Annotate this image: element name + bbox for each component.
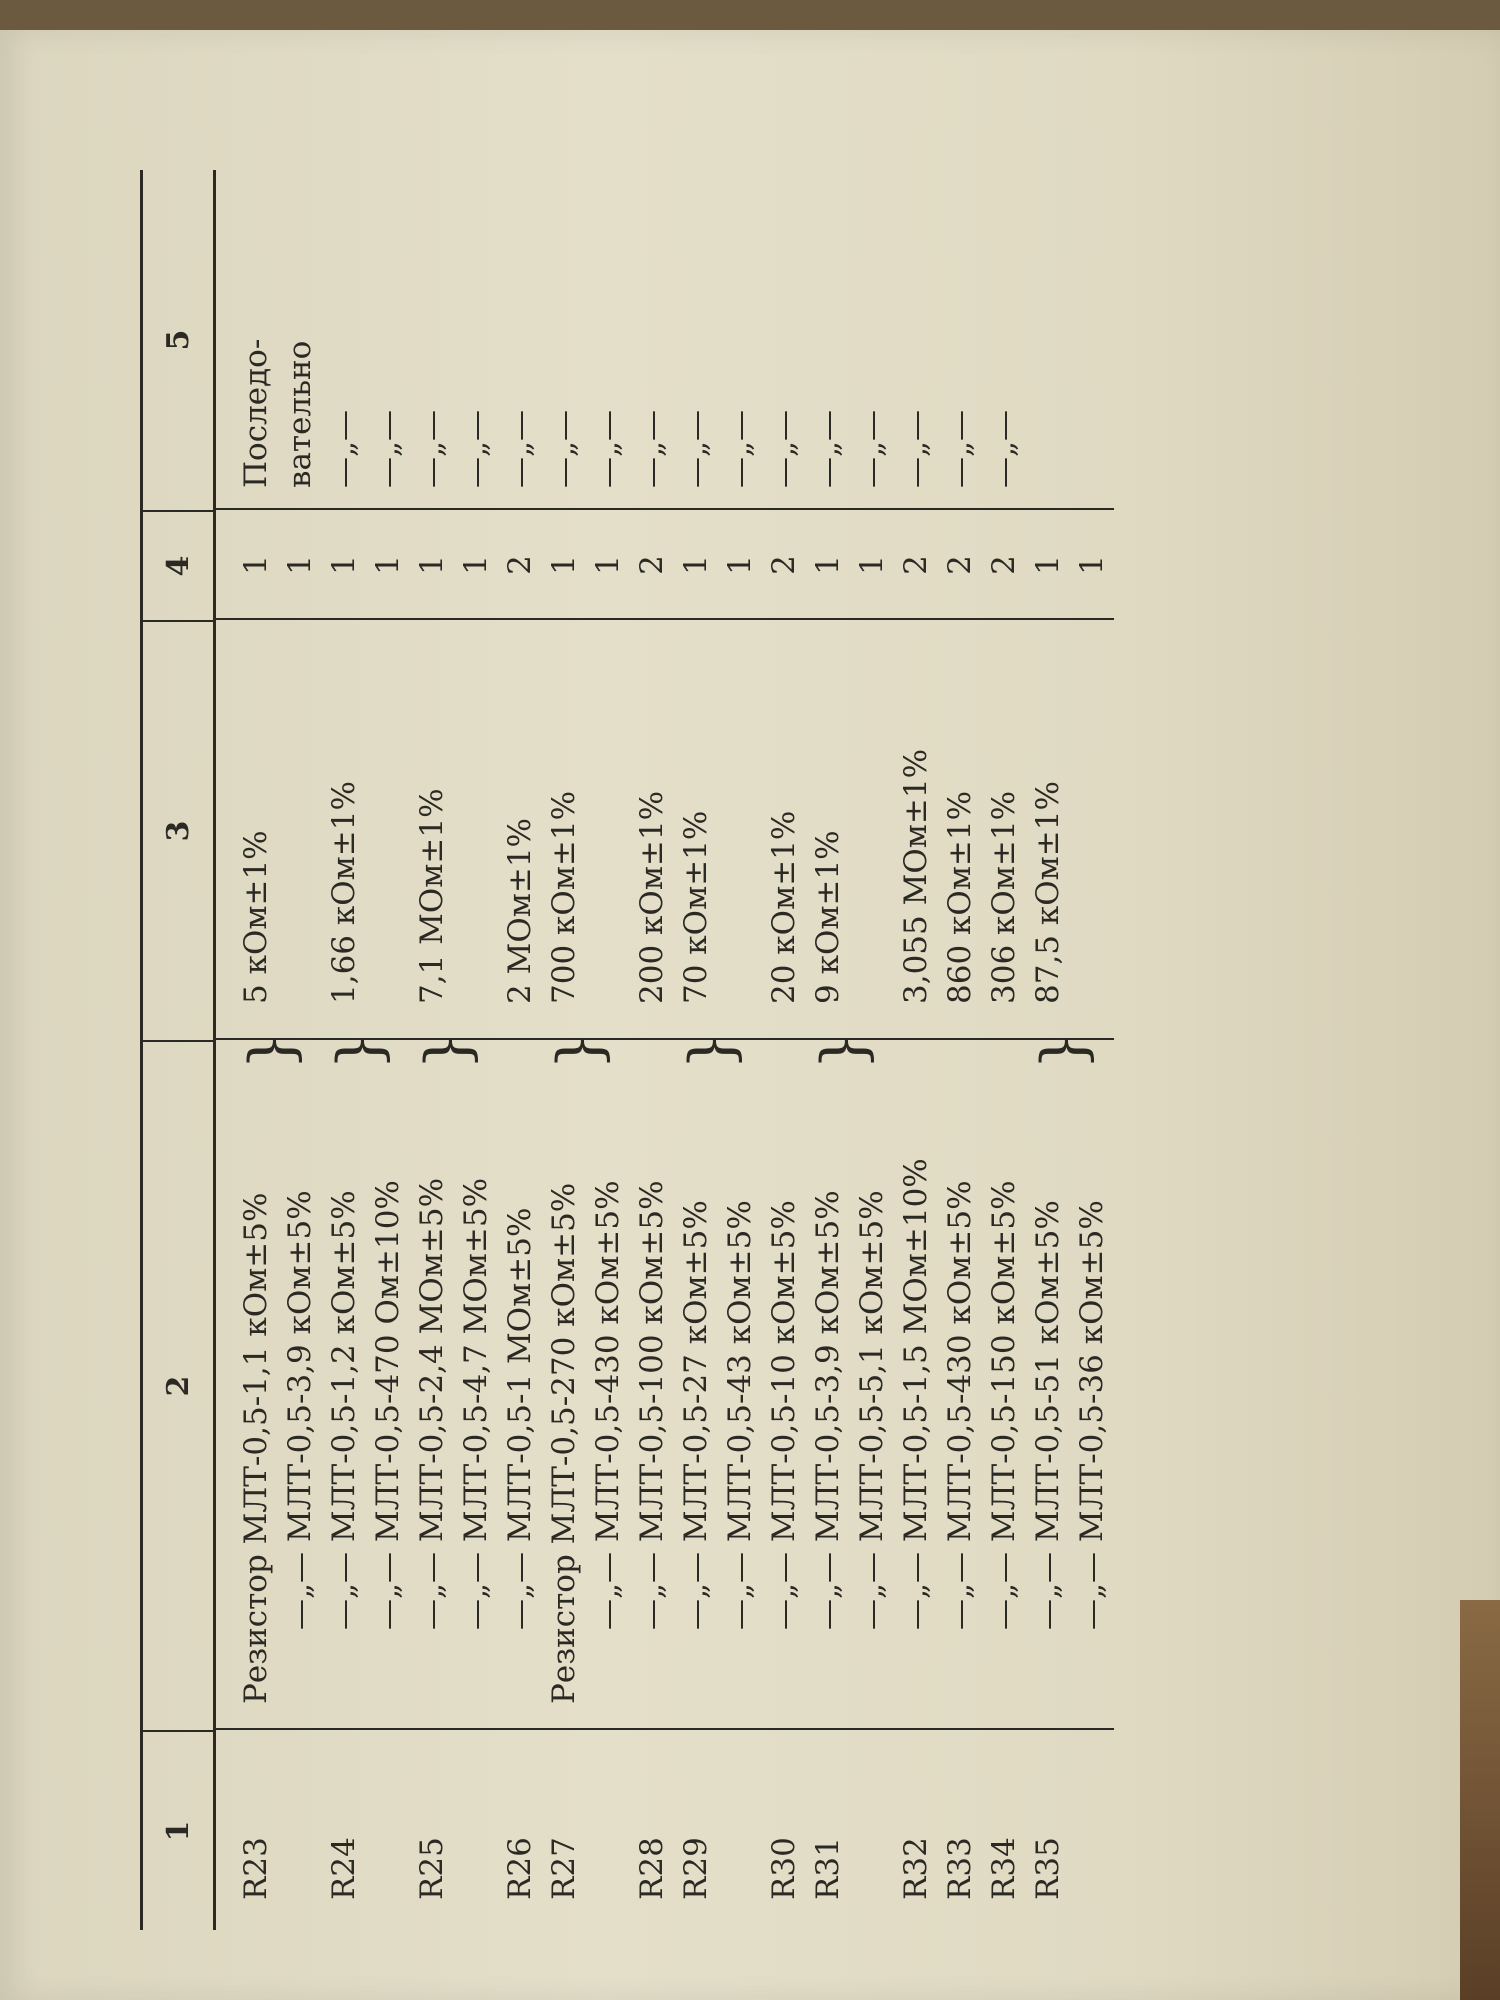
row-ref: R34 [986,1837,1022,1900]
row-qty: 2 [502,555,538,575]
table-row [894,170,938,1930]
row-ref: R23 [238,1837,274,1900]
row-note: —„— [986,409,1022,488]
row-nominal [278,620,322,1040]
row-ref: R35 [1030,1837,1066,1900]
row-qty: 2 [766,555,802,575]
table-row [762,170,806,1930]
row-name: —„— МЛТ-0,5-100 кОм±5% [634,1180,670,1630]
row-ref: R30 [766,1837,802,1900]
row-ref [1070,1730,1114,1930]
row-name: —„— МЛТ-0,5-1,2 кОм±5% [326,1190,362,1630]
row-nominal: 9 кОм±1% [810,830,846,1004]
row-note: —„— [414,409,450,488]
row-nominal [1070,620,1114,1040]
row-note: Последо- [238,338,274,488]
row-qty: 1 [678,555,714,575]
row-qty: 1 [1074,555,1110,575]
row-qty: 1 [414,555,450,575]
book-page [0,30,1500,2000]
row-note [1070,170,1114,510]
table-row [630,170,674,1930]
row-name: —„— МЛТ-0,5-3,9 кОм±5% [810,1190,846,1630]
row-name: —„— МЛТ-0,5-36 кОм±5% [1074,1200,1110,1630]
row-note [1026,170,1070,510]
row-nominal: 1,66 кОм±1% [326,781,362,1004]
row-nominal: 306 кОм±1% [986,790,1022,1004]
row-note: —„— [326,409,362,488]
table-header [140,170,216,1930]
row-name: —„— МЛТ-0,5-10 кОм±5% [766,1200,802,1630]
row-name: —„— МЛТ-0,5-43 кОм±5% [722,1200,758,1630]
row-nominal: 2 МОм±1% [502,818,538,1004]
row-note: —„— [590,409,626,488]
row-nominal: 70 кОм±1% [678,810,714,1004]
brace-icon: } [545,1031,615,1070]
row-qty: 1 [590,555,626,575]
row-note: —„— [898,409,934,488]
table-row [938,170,982,1930]
row-ref: R32 [898,1837,934,1900]
row-name: —„— МЛТ-0,5-470 Ом±10% [370,1180,406,1630]
row-qty: 2 [986,555,1022,575]
row-note: —„— [458,409,494,488]
table-row [498,170,542,1930]
row-ref: R31 [810,1837,846,1900]
row-nominal: 700 кОм±1% [546,790,582,1004]
row-name: —„— МЛТ-0,5-27 кОм±5% [678,1200,714,1630]
row-qty: 1 [722,555,758,575]
row-ref: R28 [634,1837,670,1900]
table-row [982,170,1026,1930]
brace-icon: } [413,1031,483,1070]
brace-icon: } [1029,1031,1099,1070]
row-note: вательно [282,340,318,488]
row-nominal: 5 кОм±1% [238,830,274,1004]
header-col-4: 4 [143,510,213,620]
table-body [216,170,1114,1930]
row-qty: 2 [634,555,670,575]
row-name: —„— МЛТ-0,5-150 кОм±5% [986,1180,1022,1630]
header-col-1: 1 [143,1730,213,1930]
row-ref [278,1730,322,1930]
row-name: —„— МЛТ-0,5-3,9 кОм±5% [282,1190,318,1630]
row-note: —„— [502,409,538,488]
row-note: —„— [370,409,406,488]
row-ref: R27 [546,1837,582,1900]
row-note: —„— [722,409,758,488]
row-ref: R25 [414,1837,450,1900]
row-nominal [366,620,410,1040]
row-name: —„— МЛТ-0,5-430 кОм±5% [942,1180,978,1630]
row-ref: R24 [326,1837,362,1900]
row-ref [586,1730,630,1930]
row-nominal: 20 кОм±1% [766,810,802,1004]
row-nominal: 3,055 МОм±1% [898,748,934,1004]
row-ref [454,1730,498,1930]
header-col-3: 3 [143,620,213,1040]
row-qty: 1 [458,555,494,575]
row-name: —„— МЛТ-0,5-1,5 МОм±10% [898,1158,934,1630]
row-ref: R29 [678,1837,714,1900]
row-qty: 1 [282,555,318,575]
row-note: —„— [546,409,582,488]
row-nominal [586,620,630,1040]
row-ref [850,1730,894,1930]
row-note: —„— [810,409,846,488]
background-edge [1460,1600,1500,2000]
row-nominal: 860 кОм±1% [942,790,978,1004]
row-note: —„— [854,409,890,488]
row-qty: 1 [854,555,890,575]
brace-icon: } [237,1031,307,1070]
header-col-5: 5 [160,329,196,351]
row-nominal [718,620,762,1040]
row-note: —„— [942,409,978,488]
row-name: —„— МЛТ-0,5-4,7 МОм±5% [458,1177,494,1630]
row-qty: 1 [810,555,846,575]
row-name: Резистор МЛТ-0,5-270 кОм±5% [546,1182,582,1704]
row-name: —„— МЛТ-0,5-51 кОм±5% [1030,1200,1066,1630]
row-ref [366,1730,410,1930]
row-qty: 2 [898,555,934,575]
row-qty: 1 [370,555,406,575]
row-ref: R33 [942,1837,978,1900]
row-qty: 1 [238,555,274,575]
row-name: —„— МЛТ-0,5-5,1 кОм±5% [854,1190,890,1630]
brace-icon: } [677,1031,747,1070]
row-name: —„— МЛТ-0,5-1 МОм±5% [502,1207,538,1630]
brace-icon: } [809,1031,879,1070]
row-nominal [454,620,498,1040]
row-qty: 2 [942,555,978,575]
row-note: —„— [634,409,670,488]
row-nominal: 87,5 кОм±1% [1030,781,1066,1004]
row-ref [718,1730,762,1930]
row-qty: 1 [326,555,362,575]
row-nominal [850,620,894,1040]
row-name: —„— МЛТ-0,5-2,4 МОм±5% [414,1177,450,1630]
row-nominal: 7,1 МОм±1% [414,788,450,1004]
header-col-2: 2 [143,1040,213,1730]
row-qty: 1 [1030,555,1066,575]
row-note: —„— [766,409,802,488]
row-name: Резистор МЛТ-0,5-1,1 кОм±5% [238,1192,274,1704]
row-ref: R26 [502,1837,538,1900]
row-qty: 1 [546,555,582,575]
row-nominal: 200 кОм±1% [634,790,670,1004]
row-name: —„— МЛТ-0,5-430 кОм±5% [590,1180,626,1630]
brace-icon: } [325,1031,395,1070]
row-note: —„— [678,409,714,488]
parts-table [140,170,1210,1930]
